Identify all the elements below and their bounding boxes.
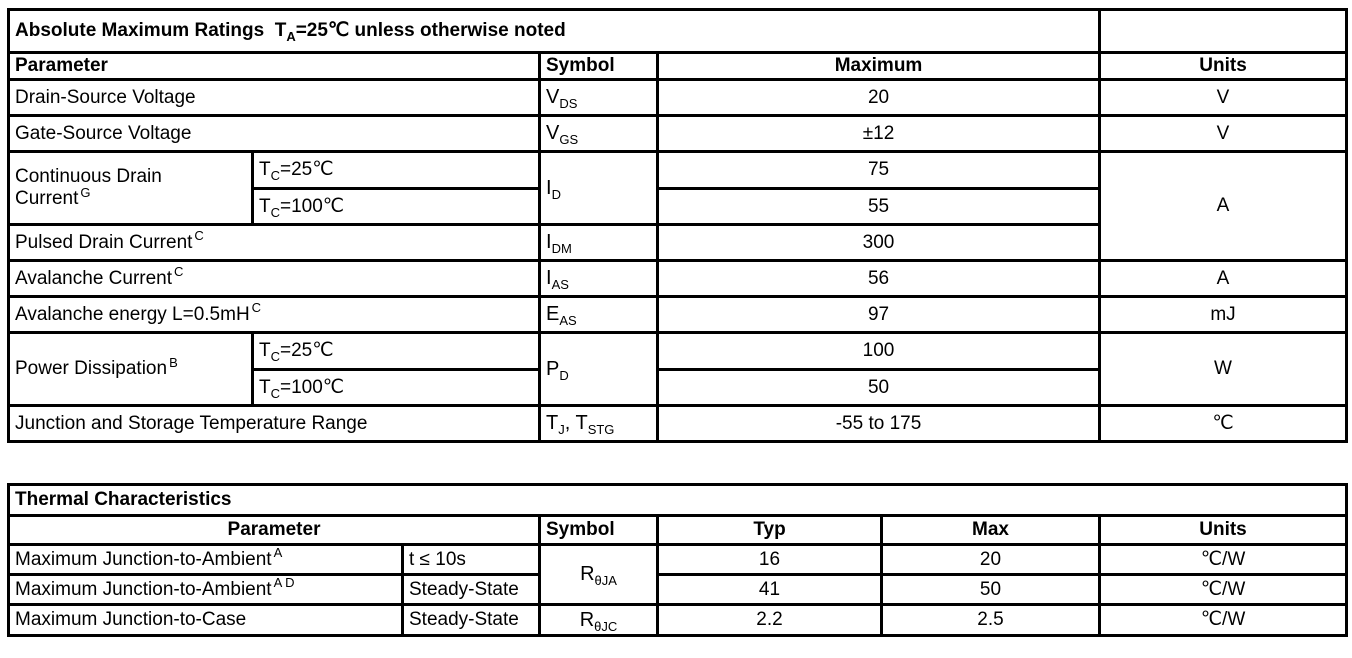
row-rjc-max: 2.5 [882,605,1100,636]
param-note-superscript: C [251,300,262,316]
row-eas-param [9,297,540,333]
row-vgs-symbol [540,116,658,152]
table-row [9,406,1347,442]
abs-max-title-cell [9,10,1100,53]
symbol-subscript: AS [559,312,577,328]
row-vds-max: 20 [658,80,1100,116]
symbol-subscript: STG [587,421,615,437]
row-ias-max: 56 [658,261,1100,297]
row-vgs-max: ±12 [658,116,1100,152]
col-header-max: Max [882,516,1100,545]
symbol-base: R [579,608,595,631]
col-header-symbol: Symbol [540,516,658,545]
table-row [9,485,1347,516]
col-header-units: Units [1100,53,1347,80]
row-rjc-symbol [540,605,658,636]
row-tj-units: ℃ [1100,406,1347,442]
param-text: Maximum Junction-to-Ambient [15,548,272,570]
row-rjc-condition: Steady-State [403,605,540,636]
param-text: Maximum Junction-to-Ambient [15,578,272,600]
cond-base: T [259,340,271,362]
cond-base: T [259,195,271,217]
row-id-param [9,152,253,225]
param-line2: Current [15,188,79,209]
row-pd-symbol [540,333,658,406]
row-rja1-max: 20 [882,545,1100,575]
units-watts-merged: W [1100,333,1347,406]
table-row [9,152,1347,189]
row-id-max-25c: 75 [658,152,1100,189]
col-header-units: Units [1100,516,1347,545]
symbol-base: V [546,122,560,144]
param-note-superscript: G [80,184,91,200]
cond-subscript: C [270,385,280,401]
cond-value: =25℃ [280,159,334,181]
symbol-base: E [546,303,560,325]
row-idm-param [9,225,540,261]
row-pd-cond1 [253,333,540,370]
table-row [9,516,1347,545]
row-rjc-units: ℃/W [1100,605,1347,636]
row-vds-param: Drain-Source Voltage [9,80,540,116]
row-id-symbol [540,152,658,225]
param-note-superscript: A D [273,575,295,591]
row-rja2-typ: 41 [658,575,882,605]
abs-max-title-subscript: A [286,28,296,44]
cond-base: T [259,376,271,398]
symbol-base: R [580,563,595,585]
row-rja1-units: ℃/W [1100,545,1347,575]
abs-max-title-spacer-cell [1100,10,1347,53]
row-pd-max-25c: 100 [658,333,1100,370]
symbol-subscript: DM [551,240,572,256]
cond-value: =25℃ [280,340,334,362]
param-text: Pulsed Drain Current [15,231,193,253]
row-eas-units: mJ [1100,297,1347,333]
table-row [9,10,1347,53]
row-vgs-param: Gate-Source Voltage [9,116,540,152]
param-note-superscript: C [194,228,204,244]
row-ias-symbol [540,261,658,297]
symbol-subscript: AS [551,276,569,292]
table-row [9,333,1347,370]
cond-value: =100℃ [280,376,345,398]
row-vgs-units: V [1100,116,1347,152]
param-note-superscript: A [273,545,283,561]
table-row [9,605,1347,636]
param-line1: Continuous Drain [15,166,162,188]
row-tj-param: Junction and Storage Temperature Range [9,406,540,442]
param-text: Avalanche energy L=0.5mH [15,303,250,325]
symbol-base: I [546,267,552,289]
row-rja2-condition: Steady-State [403,575,540,605]
col-header-symbol: Symbol [540,53,658,80]
col-header-parameter: Parameter [9,516,540,545]
symbol-base: T [546,412,559,434]
param-note-superscript: C [174,264,184,280]
symbol-subscript: D [551,186,561,202]
col-header-parameter: Parameter [9,53,540,80]
symbol-subscript: GS [559,131,579,147]
row-tj-max: -55 to 175 [658,406,1100,442]
symbol-subscript: DS [559,95,578,111]
col-header-maximum: Maximum [658,53,1100,80]
row-ias-units: A [1100,261,1347,297]
symbol-base: V [546,86,560,108]
row-vds-units: V [1100,80,1347,116]
thermal-title-cell: Thermal Characteristics [9,485,1347,516]
abs-max-title-text: Absolute Maximum Ratings T [15,20,287,42]
row-id-cond2 [253,189,540,225]
symbol-base: P [546,357,560,380]
row-rjc-param: Maximum Junction-to-Case [9,605,403,636]
row-id-cond1 [253,152,540,189]
symbol-base: I [546,176,552,199]
units-amps-merged: A [1100,152,1347,261]
row-idm-max: 300 [658,225,1100,261]
absolute-maximum-ratings-table [7,8,1348,443]
symbol-base: I [546,231,552,253]
param-text: Avalanche Current [15,267,173,289]
row-vds-symbol [540,80,658,116]
symbol-subscript: J [558,421,565,437]
cond-subscript: C [270,204,280,220]
cond-subscript: C [270,348,280,364]
row-pd-max-100c: 50 [658,370,1100,406]
symbol-separator: , T [564,412,588,434]
table-row [9,261,1347,297]
cond-base: T [259,159,271,181]
table-row [9,297,1347,333]
symbol-subscript: θJC [594,618,618,634]
param-note-superscript: B [169,354,178,370]
col-header-typ: Typ [658,516,882,545]
table-row [9,575,1347,605]
table-row [9,545,1347,575]
row-rjc-typ: 2.2 [658,605,882,636]
row-pd-cond2 [253,370,540,406]
table-row [9,80,1347,116]
row-eas-symbol [540,297,658,333]
row-eas-max: 97 [658,297,1100,333]
row-rja-symbol [540,545,658,605]
table-row [9,53,1347,80]
symbol-subscript: D [559,367,569,383]
row-rja1-typ: 16 [658,545,882,575]
row-tj-symbol [540,406,658,442]
thermal-characteristics-table [7,483,1348,637]
table-row [9,116,1347,152]
row-rja1-condition: t ≤ 10s [403,545,540,575]
row-rja2-max: 50 [882,575,1100,605]
cond-value: =100℃ [280,195,345,217]
row-rja2-param [9,575,403,605]
symbol-subscript: θJA [594,572,617,588]
row-pd-param [9,333,253,406]
row-id-max-100c: 55 [658,189,1100,225]
cond-subscript: C [270,167,280,183]
row-idm-symbol [540,225,658,261]
row-rja1-param [9,545,403,575]
param-text: Power Dissipation [15,358,168,380]
abs-max-title-text-cont: =25℃ unless otherwise noted [295,20,566,42]
row-ias-param [9,261,540,297]
row-rja2-units: ℃/W [1100,575,1347,605]
